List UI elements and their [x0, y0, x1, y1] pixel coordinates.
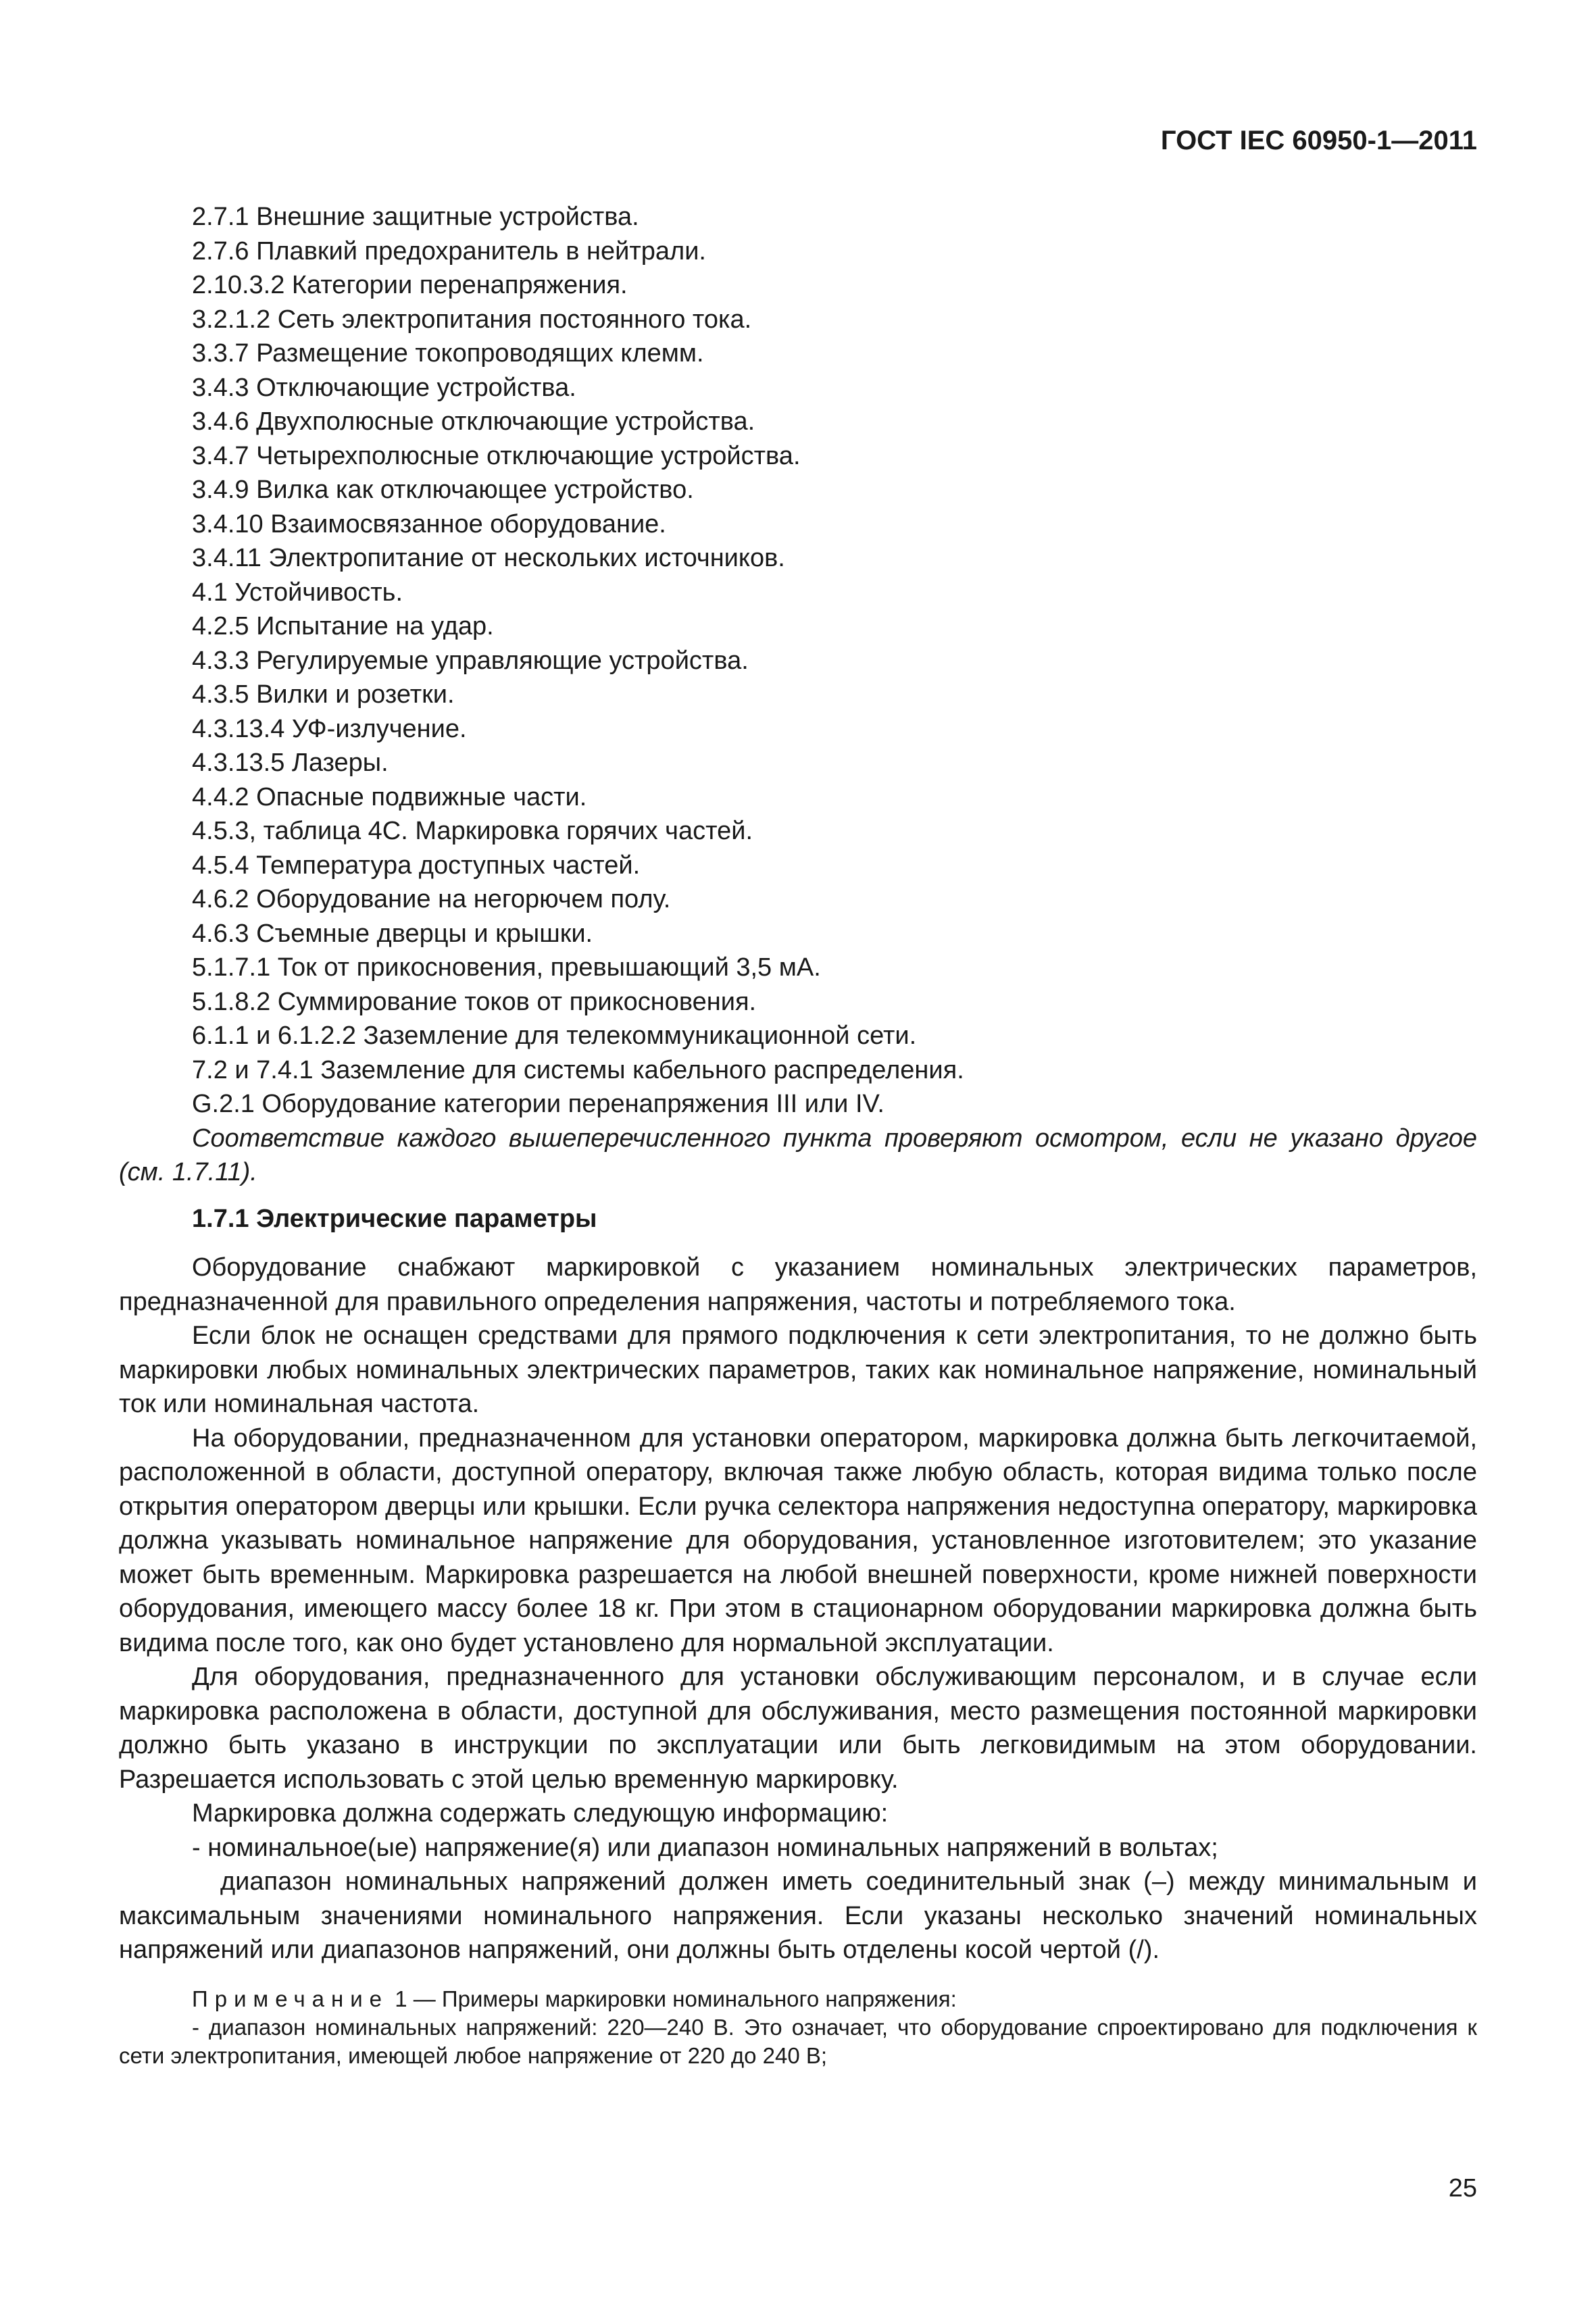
page-number: 25: [1448, 2174, 1477, 2203]
paragraph: Оборудование снабжают маркировкой с указанием номинальных электрических параметров, предназначенной для правильного определения напряжения, частоты и потребляемого тока.: [119, 1253, 1477, 1316]
list-item: 5.1.7.1 Ток от прикосновения, превышающий 3,5 мА.: [192, 953, 821, 982]
list-item: 4.4.2 Опасные подвижные части.: [192, 782, 587, 811]
list-item: 4.2.5 Испытание на удар.: [192, 612, 494, 640]
note-title-text: — Примеры маркировки номинального напряжения:: [413, 1986, 957, 2011]
note-label: Примечание: [192, 1986, 389, 2011]
list-item: 4.3.13.4 УФ-излучение.: [192, 714, 467, 743]
list-item: 4.6.2 Оборудование на негорючем полу.: [192, 885, 671, 913]
list-item: G.2.1 Оборудование категории перенапряжения III или IV.: [192, 1090, 884, 1118]
list-item: 4.1 Устойчивость.: [192, 578, 403, 607]
list-item: 3.4.11 Электропитание от нескольких источников.: [192, 544, 785, 572]
requirements-list: [119, 200, 1477, 1122]
list-item: 6.1.1 и 6.1.2.2 Заземление для телекоммуникационной сети.: [192, 1022, 917, 1050]
list-item: 2.10.3.2 Категории перенапряжения.: [192, 271, 628, 299]
list-item: 4.3.5 Вилки и розетки.: [192, 680, 455, 709]
list-item: 3.4.7 Четырехполюсные отключающие устройства.: [192, 441, 801, 470]
paragraph: Маркировка должна содержать следующую информацию:: [192, 1799, 889, 1828]
section-heading: 1.7.1 Электрические параметры: [192, 1204, 597, 1233]
page-content: [119, 200, 1477, 2070]
range-paragraph: диапазон номинальных напряжений должен иметь соединительный знак (–) между минимальным и максимальным значениями номинального напряжения. Если указаны несколько значений номинальных напряжений или диапазонов напряжений, они должны быть отделены косой чертой (/).: [119, 1867, 1477, 1964]
list-item: 7.2 и 7.4.1 Заземление для системы кабельного распределения.: [192, 1055, 964, 1084]
list-item: 3.4.6 Двухполюсные отключающие устройства.: [192, 407, 755, 436]
note-number: 1: [395, 1986, 407, 2011]
list-item: 4.3.13.5 Лазеры.: [192, 749, 389, 777]
paragraph: Для оборудования, предназначенного для установки обслуживающим персоналом, и в случае если маркировка расположена в области, доступной для обслуживания, место размещения постоянной маркировки должно быть указано в инструкции по эксплуатации или быть легковидимым на этом оборудовании. Разрешается использовать с этой целью временную маркировку.: [119, 1663, 1477, 1794]
paragraph: - номинальное(ые) напряжение(я) или диапазон номинальных напряжений в вольтах;: [192, 1833, 1218, 1862]
list-item: 3.2.1.2 Сеть электропитания постоянного тока.: [192, 305, 752, 334]
list-item: 3.3.7 Размещение токопроводящих клемм.: [192, 339, 704, 368]
standard-header: ГОСТ IEC 60950-1—2011: [1160, 126, 1477, 155]
list-item: 4.6.3 Съемные дверцы и крышки.: [192, 919, 593, 948]
list-item: 3.4.10 Взаимосвязанное оборудование.: [192, 509, 666, 538]
paragraph: Если блок не оснащен средствами для прямого подключения к сети электропитания, то не должно быть маркировки любых номинальных электрических параметров, таких как номинальное напряжение, номинальный ток или номинальная частота.: [119, 1322, 1477, 1418]
paragraph: На оборудовании, предназначенном для установки оператором, маркировка должна быть легкочитаемой, расположенной в области, доступной оператору, включая также любую область, которая видима только после открытия оператором дверцы или крышки. Если ручка селектора напряжения недоступна оператору, маркировка должна указывать номинальное напряжение для оборудования, установленное изготовителем; это указание может быть временным. Маркировка разрешается на любой внешней поверхности, кроме нижней поверхности оборудования, имеющего массу более 18 кг. При этом в стационарном оборудовании маркировка должна быть видима после того, как оно будет установлено для нормальной эксплуатации.: [119, 1424, 1477, 1657]
note-text: - диапазон номинальных напряжений: 220—240 В. Это означает, что оборудование спроектировано для подключения к сети электропитания, имеющей любое напряжение от 220 до 240 В;: [119, 2014, 1477, 2068]
list-item: 4.5.3, таблица 4С. Маркировка горячих частей.: [192, 817, 753, 845]
list-item: 4.5.4 Температура доступных частей.: [192, 851, 641, 880]
list-item: 5.1.8.2 Суммирование токов от прикосновения.: [192, 987, 757, 1016]
conformance-statement: Соответствие каждого вышеперечисленного пункта проверяют осмотром, если не указано другое (см. 1.7.11).: [119, 1124, 1477, 1186]
list-item: 3.4.9 Вилка как отключающее устройство.: [192, 476, 694, 504]
list-item: 2.7.1 Внешние защитные устройства.: [192, 203, 639, 231]
list-item: 4.3.3 Регулируемые управляющие устройства.: [192, 646, 749, 675]
list-item: 3.4.3 Отключающие устройства.: [192, 373, 576, 402]
list-item: 2.7.6 Плавкий предохранитель в нейтрали.: [192, 236, 706, 266]
note-title: [119, 1985, 1477, 2013]
note-block: [119, 1985, 1477, 2070]
